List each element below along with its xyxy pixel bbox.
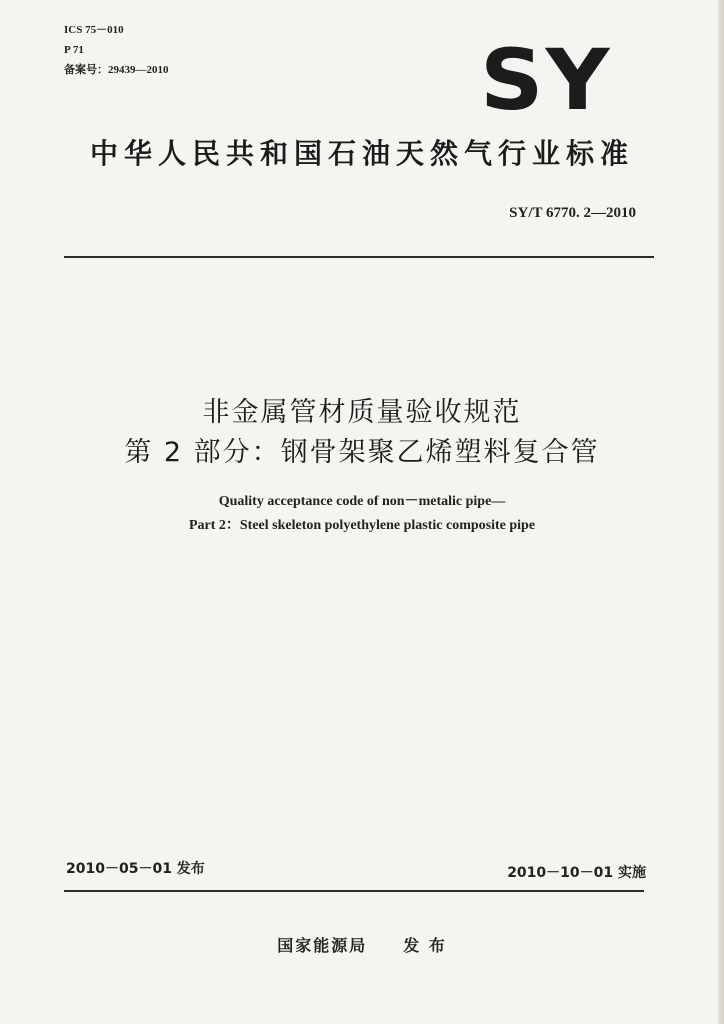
title-cn-line1: 非金属管材质量验收规范 xyxy=(202,397,522,428)
issuer-line xyxy=(0,933,724,956)
standard-number: SY/T 6770. 2—2010 xyxy=(509,205,636,221)
title-en-line1: Quality acceptance code of non－metalic pipe— xyxy=(218,494,506,509)
top-divider xyxy=(64,256,654,258)
bottom-divider xyxy=(64,890,644,892)
classification-block xyxy=(64,20,169,80)
record-number: 备案号：29439—2010 xyxy=(64,64,169,76)
standard-category: 中华人民共和国石油天然气行业标准 xyxy=(89,137,634,170)
p-code: P 71 xyxy=(64,44,84,56)
sy-logo: SY xyxy=(480,31,612,129)
title-en-line2: Part 2：Steel skeleton polyethylene plastic composite pipe xyxy=(188,518,536,533)
issuer-action: 发 布 xyxy=(403,936,447,955)
issuer-name: 国家能源局 xyxy=(277,936,368,955)
ics-code: ICS 75－010 xyxy=(64,24,124,36)
implementation-date: 2010－10－01 实施 xyxy=(507,865,646,881)
page-edge xyxy=(718,0,724,1024)
title-cn-line2: 第 2 部分：钢骨架聚乙烯塑料复合管 xyxy=(124,437,600,468)
issue-date: 2010－05－01 发布 xyxy=(66,861,205,877)
